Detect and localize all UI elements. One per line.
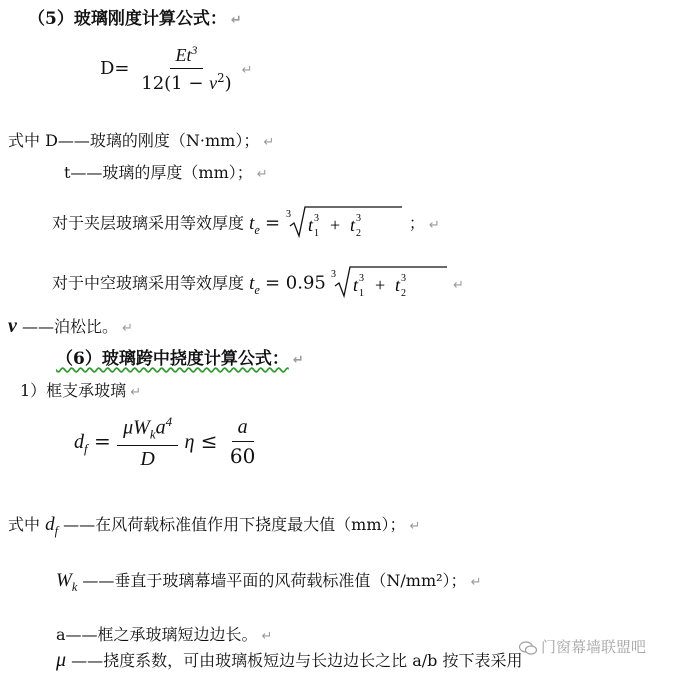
explain-mu: μ ——挠度系数，可由玻璃板短边与长边边长之比 a/b 按下表采用 (56, 649, 523, 671)
svg-text:t: t (307, 215, 313, 235)
svg-text:3: 3 (313, 213, 319, 224)
wechat-icon (519, 641, 537, 655)
formula-stiffness: D= $\frac{Et^3}{12(1 - \nu^2)}$ ↵ (100, 44, 253, 94)
item-frame-supported: 1）框支承玻璃 ↵ (20, 381, 142, 400)
svg-text:3: 3 (358, 273, 364, 284)
cube-root-insulated (331, 264, 449, 304)
svg-text:3: 3 (330, 269, 336, 280)
section6-heading: （6）玻璃跨中挠度计算公式： ↵ (56, 349, 304, 369)
explain-a: a——框之承玻璃短边边长。 ↵ (56, 625, 273, 644)
stiffness-fraction (135, 44, 237, 94)
watermark: 门窗幕墙联盟吧 (519, 636, 646, 657)
explain-t: t——玻璃的厚度（mm）； ↵ (64, 163, 268, 182)
stiffness-denominator: $12(1 - \nu^2)$ (141, 71, 232, 94)
svg-text:2: 2 (355, 228, 361, 239)
insulated-thickness: 对于中空玻璃采用等效厚度 $t_e = 0.95$ 3 t 1 3 + t 2 3 ↵ (52, 264, 464, 304)
svg-text:3: 3 (285, 209, 291, 220)
explain-nu: ν ——泊松比。 ↵ (8, 315, 133, 337)
section5-heading: （5）玻璃刚度计算公式： ↵ (28, 9, 242, 29)
svg-text:+: + (329, 215, 340, 235)
formula-deflection: $d_f$ = $\frac{\mu W_ka^4}{D}$ η ≤ $\frac{a}{60}$ (74, 414, 261, 471)
explain-wk: $W_k$ ——垂直于玻璃幕墙平面的风荷载标准值（N/mm²）； ↵ (56, 570, 482, 594)
svg-text:3: 3 (355, 213, 361, 224)
limit-fraction: $\frac{a}{60}$ (229, 416, 256, 469)
laminated-thickness: 对于夹层玻璃采用等效厚度 $t_e$ = 3 t 1 3 + t 2 3 ； ↵ (52, 204, 440, 244)
explain-D: 式中 D——玻璃的刚度（N·mm）； ↵ (8, 131, 275, 150)
svg-text:2: 2 (400, 288, 406, 299)
svg-text:3: 3 (400, 273, 406, 284)
cube-root-laminated (286, 204, 404, 244)
svg-text:t: t (394, 275, 400, 295)
svg-text:1: 1 (358, 288, 364, 299)
svg-text:t: t (352, 275, 358, 295)
deflection-fraction: $\frac{\mu W_ka^4}{D}$ (117, 414, 178, 471)
svg-text:+: + (374, 275, 386, 295)
svg-text:t: t (349, 215, 355, 235)
explain-df: 式中 $d_f$ ——在风荷载标准值作用下挠度最大值（mm）； ↵ (8, 514, 421, 538)
svg-text:1: 1 (313, 228, 319, 239)
stiffness-numerator: Et$^3$ (170, 44, 204, 69)
